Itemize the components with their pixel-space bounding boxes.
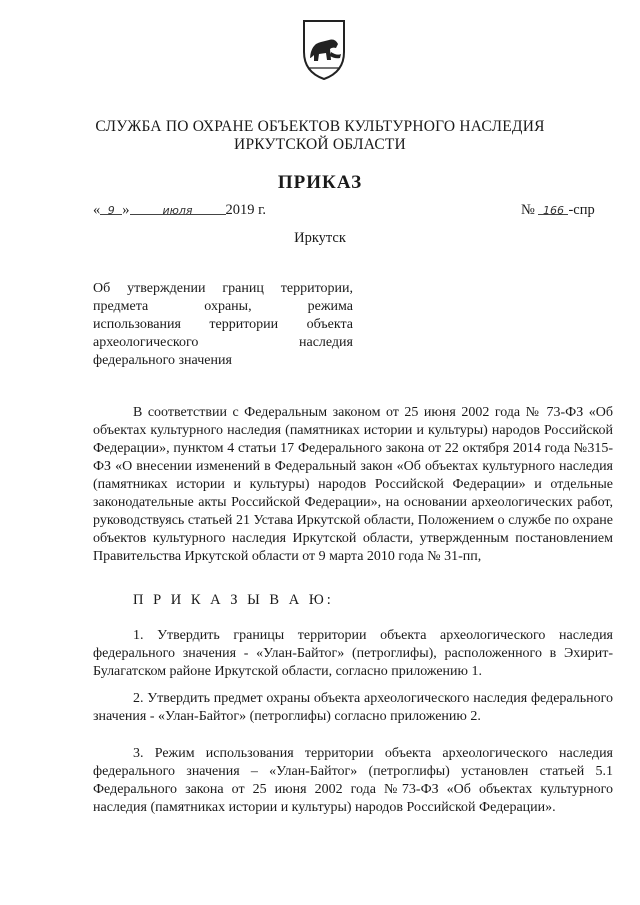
date-month	[130, 202, 226, 215]
coat-of-arms-icon	[301, 18, 347, 82]
order-item-3: 3. Режим использования территории объекта археологического наследия федерального значения – «Улан-Байтог» (петроглифы) установлен статьей 5.1 Федерального закона от 25 июня 2002 года №73-ФЗ «Об объектах культурного наследия (памятниках истории и культуры) народов Российской Федерации».	[93, 746, 613, 815]
number-value: 166	[542, 204, 564, 217]
agency-name-line2: ИРКУТСКОЙ ОБЛАСТИ	[234, 136, 406, 153]
number-sign: №	[521, 202, 535, 218]
number-blank	[538, 202, 568, 215]
preamble-paragraph: В соответствии с Федеральным законом от 25 июня 2002 года № 73-ФЗ «Об объектах культурного наследия (памятниках истории и культуры) народов Российской Федерации», пунктом 4 статьи 17 Федерального закона от 22 октября 2014 года №315-ФЗ «О внесении изменений в Федеральный закон «Об объектах культурного наследия (памятниках истории и культуры) народов Российской Федерации» и отдельные законодательные акты Российской Федерации», на основании археологических работ, руководствуясь статьей 21 Устава Иркутской области, Положением о службе по охране объектов культурного наследия Иркутской области, утвержденным постановлением Правительства Иркутской области от 9 марта 2010 года № 31-пп,	[93, 405, 613, 564]
date-close-quote: »	[122, 202, 130, 218]
number-suffix: -спр	[568, 202, 595, 218]
document-title: ПРИКАЗ	[277, 172, 363, 193]
order-item-2: 2. Утвердить предмет охраны объекта археологического наследия федерального значения - «Улан-Байтог» (петроглифы) согласно приложению 2.	[93, 691, 613, 724]
agency-name	[0, 118, 640, 154]
order-number	[521, 202, 595, 219]
order-item-1: 1. Утвердить границы территории объекта археологического наследия федерального значения - «Улан-Байтог» (петроглифы), расположенного в Эхирит-Булагатском районе Иркутской области, согласно приложению 1.	[93, 628, 613, 679]
subject-line: использования территории объекта	[93, 317, 353, 332]
order-subject	[93, 280, 353, 370]
subject-line: предмета охраны, режима	[93, 299, 353, 314]
subject-line: археологического наследия	[93, 335, 353, 350]
order-date	[93, 202, 266, 219]
date-month-value: июля	[162, 204, 193, 217]
date-day-value: 9	[107, 204, 115, 217]
order-keyword: П Р И К А З Ы В А Ю:	[133, 592, 334, 608]
subject-line: Об утверждении границ территории,	[93, 281, 353, 296]
date-year: 2019 г.	[225, 202, 267, 218]
date-day	[100, 202, 122, 215]
date-open-quote: «	[93, 202, 101, 218]
subject-line: федерального значения	[93, 353, 232, 368]
city: Иркутск	[294, 230, 346, 246]
agency-name-line1: СЛУЖБА ПО ОХРАНЕ ОБЪЕКТОВ КУЛЬТУРНОГО НАСЛЕДИЯ	[95, 118, 545, 135]
